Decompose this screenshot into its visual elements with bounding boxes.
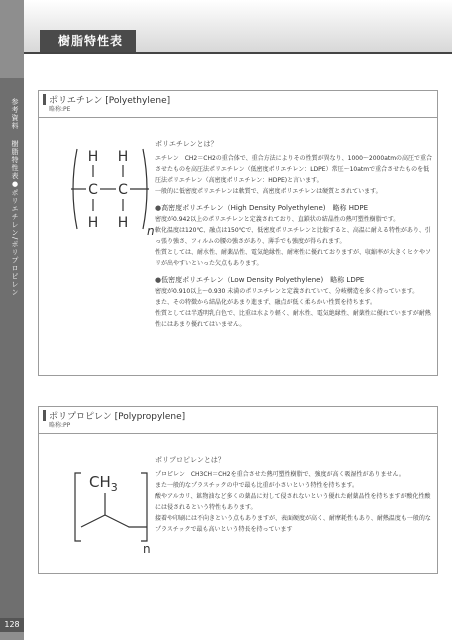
heading-marker	[43, 410, 46, 421]
pp-panel	[38, 406, 438, 574]
ldpe-text-1: 密度が0.910以上～0.930 未満のポリエチレンと定義されていて、分岐構造を多く持っています。	[155, 288, 419, 295]
formula-atom-c: C	[88, 182, 98, 198]
heading-marker	[43, 94, 46, 105]
pe-description	[155, 139, 433, 330]
right-bracket	[141, 473, 147, 541]
pp-abbreviation: 略称:PP	[49, 422, 71, 429]
hdpe-text-3: 性質としては、耐水性、耐薬品性、電気絶縁性、耐寒性に優れておりますが、収縮率が大きくヒケやソリが出やすいといった欠点もあります。	[155, 249, 432, 267]
backbone-chain	[81, 515, 147, 527]
pp-text-1: プロピレン CH3CH＝CH2を重合させた熱可塑性樹脂で、強度が高く吸湿性がありません。	[155, 471, 405, 478]
header-rule	[24, 52, 452, 54]
pp-text-3: 酸やアルカリ、鉱物油など多くの薬品に対して侵されないという優れた耐薬品性を持ちますが酸化性酸には侵されるという特性もあります。	[155, 493, 431, 511]
pe-intro-2: 一般的に低密度ポリエチレンは軟質で、高密度ポリエチレンは硬質とされています。	[155, 188, 382, 195]
ldpe-text-2: また、その特徴から結晶化があまり進まず、融点が低く柔らかい性質を持ちます。	[155, 299, 377, 306]
formula-atom-h: H	[87, 149, 99, 165]
pe-title: ポリエチレン [Polyethylene]	[49, 96, 171, 106]
pe-panel-header	[39, 91, 437, 118]
formula-atom-c: C	[118, 182, 128, 198]
pp-text-2: また一般的なプラスチックの中で最も比重が小さいという特性を持ちます。	[155, 482, 359, 489]
pp-text-4: 接着や印刷には不向きという点もありますが、表面硬度が高く、耐摩耗性もあり、耐熱温度も一般的なプラスチックで最も高いという特長を持っています	[155, 515, 431, 533]
pp-panel-header	[39, 407, 437, 434]
repeat-unit-n: n	[143, 542, 151, 556]
bullet-icon: ●	[155, 204, 162, 212]
hdpe-heading: ●高密度ポリエチレン（High Density Polyethylene) 略称 HDPE	[155, 204, 369, 212]
formula-atom-h: H	[87, 215, 99, 231]
formula-atom-h: H	[117, 149, 129, 165]
pp-title: ポリプロピレン [Polypropylene]	[49, 412, 186, 422]
page-title: 樹脂特性表	[58, 34, 124, 48]
pe-intro-1: エチレン CH2＝CH2の重合体で、重合方法によりその性質が異なり、1000～2000atmの高圧で重合させたものを高圧法ポリエチレン（低密度ポリエチレン：LDPE）常圧～10atmで重合させたものを低圧法ポリエチレン（高密度ポリエチレン：HDPE)と言います。	[155, 155, 433, 184]
formula-ch3: $CH_3$	[89, 473, 118, 494]
pp-structural-formula	[67, 463, 153, 555]
ldpe-text-3: 性質としては半透明乳白色で、比重は水より軽く、耐水性、電気絶縁性、耐薬性に優れていますが耐熱性にはあまり優れてはいません。	[155, 310, 431, 328]
page-number: 128	[0, 618, 24, 632]
pe-abbreviation: 略称:PE	[49, 106, 71, 113]
pe-structural-formula	[67, 143, 155, 238]
pe-question: ポリエチレンとは？	[155, 140, 218, 148]
formula-atom-h: H	[117, 215, 129, 231]
repeat-unit-n: n	[147, 224, 155, 238]
sidebar-section-label: 参考資料	[11, 98, 19, 130]
pp-question: ポリプロピレンとは？	[155, 456, 225, 464]
left-bracket	[75, 473, 81, 541]
pe-panel	[38, 90, 438, 376]
hdpe-text-1: 密度が0.942以上のポリエチレンと定義されており、直鎖状の結晶性の熱可塑性樹脂です。	[155, 216, 400, 223]
hdpe-text-2: 軟化温度は120℃、融点は150℃で、低密度ポリエチレンと比較すると、高温に耐える特性があり、引っ張り強さ、フィルムの腰の強さがあり、薄手でも強度が得られます。	[155, 227, 431, 245]
ldpe-heading: ●低密度ポリエチレン（Low Density Polyethylene) 略称 LDPE	[155, 276, 365, 284]
bullet-icon: ●	[155, 276, 162, 284]
pp-description	[155, 455, 433, 535]
sidebar-chapter-label: 樹脂特性表●ポリエチレン/ポリプロピレン	[11, 140, 19, 297]
